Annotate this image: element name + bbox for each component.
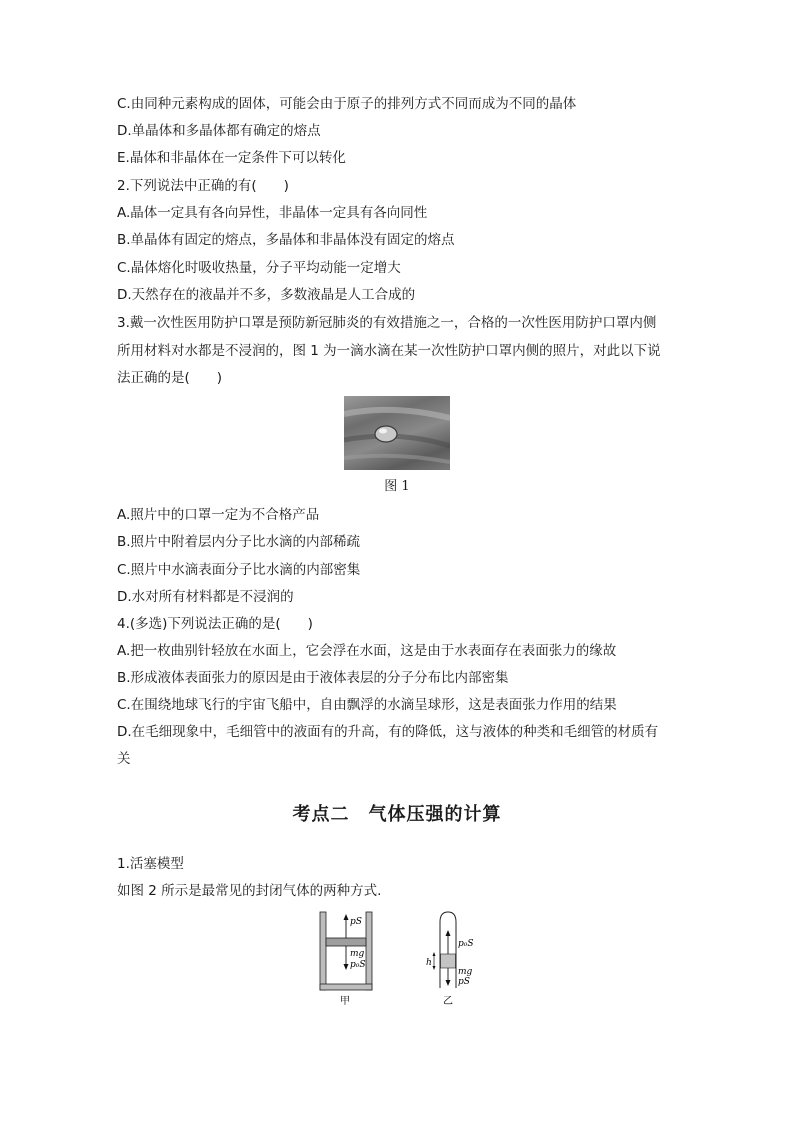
piston-diagram xyxy=(300,904,500,1014)
label-mg-right: mg xyxy=(458,967,473,977)
option-1e: E.晶体和非晶体在一定条件下可以转化 xyxy=(117,150,346,166)
question-3-line2: 所用材料对水都是不浸润的，图 1 为一滴水滴在某一次性防护口罩内侧的照片，对此以下说 xyxy=(117,343,661,359)
option-2a: A.晶体一定具有各向异性，非晶体一定具有各向同性 xyxy=(117,205,428,221)
figure-1-caption: 图 1 xyxy=(384,479,410,494)
question-2: 2.下列说法中正确的有( ) xyxy=(117,178,289,194)
option-2b: B.单晶体有固定的熔点，多晶体和非晶体没有固定的熔点 xyxy=(117,232,455,248)
label-jia: 甲 xyxy=(340,996,350,1007)
label-ps-left: pS xyxy=(350,917,362,927)
option-3c: C.照片中水滴表面分子比水滴的内部密集 xyxy=(117,562,361,578)
label-h: h xyxy=(426,958,432,968)
label-yi: 乙 xyxy=(443,996,453,1007)
option-3b: B.照片中附着层内分子比水滴的内部稀疏 xyxy=(117,534,361,550)
option-4c: C.在围绕地球飞行的宇宙飞船中，自由飘浮的水滴呈球形，这是表面张力作用的结果 xyxy=(117,697,617,713)
label-ps-right: pS xyxy=(458,977,470,987)
label-p0s-right: p₀S xyxy=(458,939,474,949)
section-title: 考点二 气体压强的计算 xyxy=(292,804,502,825)
option-1d: D.单晶体和多晶体都有确定的熔点 xyxy=(117,123,321,139)
figure-2 xyxy=(300,904,500,1014)
water-droplet-image xyxy=(344,396,450,470)
option-2c: C.晶体熔化时吸收热量，分子平均动能一定增大 xyxy=(117,260,401,276)
option-4a: A.把一枚曲别针轻放在水面上，它会浮在水面，这是由于水表面存在表面张力的缘故 xyxy=(117,643,617,659)
intro-text: 如图 2 所示是最常见的封闭气体的两种方式. xyxy=(117,883,382,899)
option-2d: D.天然存在的液晶并不多，多数液晶是人工合成的 xyxy=(117,287,416,303)
option-3d: D.水对所有材料都是不浸润的 xyxy=(117,589,294,605)
question-4: 4.(多选)下列说法正确的是( ) xyxy=(117,616,313,632)
option-1c: C.由同种元素构成的固体，可能会由于原子的排列方式不同而成为不同的晶体 xyxy=(117,96,577,112)
option-4d-cont: 关 xyxy=(117,751,131,767)
subsection-title: 1.活塞模型 xyxy=(117,856,184,872)
option-4d: D.在毛细现象中，毛细管中的液面有的升高，有的降低，这与液体的种类和毛细管的材质有 xyxy=(117,724,659,740)
label-mg-left: mg xyxy=(350,949,365,959)
container-left xyxy=(320,912,372,1007)
option-3a: A.照片中的口罩一定为不合格产品 xyxy=(117,507,320,523)
figure-1-photo xyxy=(344,396,450,470)
question-3-line3: 法正确的是( ) xyxy=(117,370,223,386)
tube-right xyxy=(426,912,474,1007)
label-p0s-left: p₀S xyxy=(350,960,366,970)
option-4b: B.形成液体表面张力的原因是由于液体表层的分子分布比内部密集 xyxy=(117,670,509,686)
question-3-line1: 3.戴一次性医用防护口罩是预防新冠肺炎的有效措施之一，合格的一次性医用防护口罩内侧 xyxy=(117,315,657,331)
